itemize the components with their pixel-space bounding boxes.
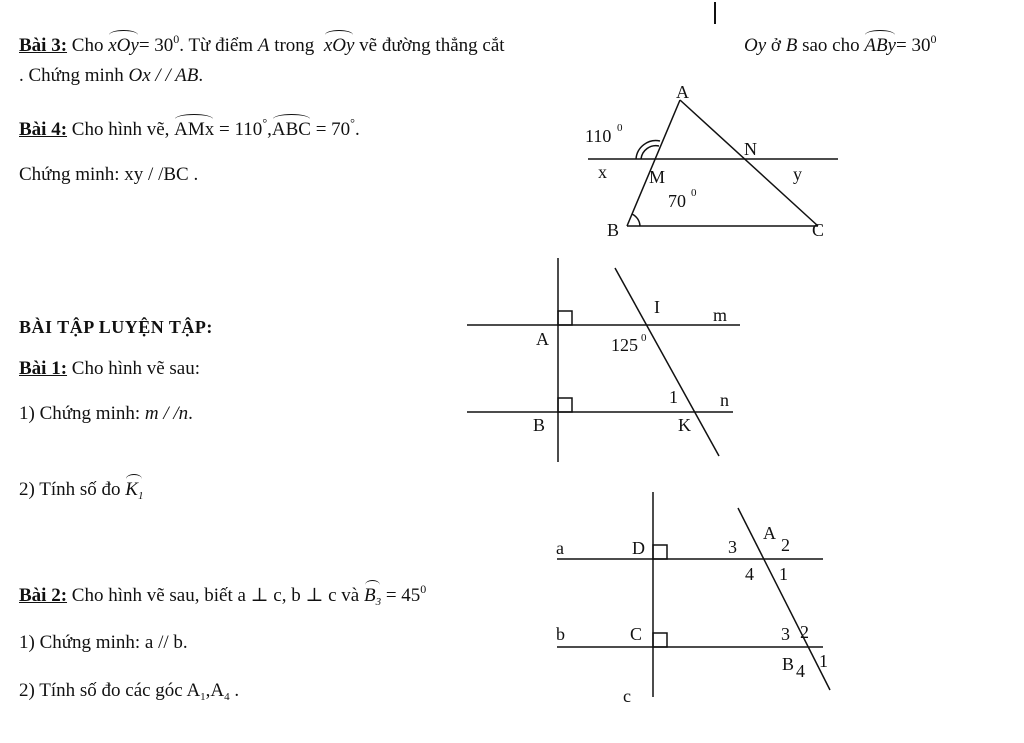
period: . (188, 403, 193, 424)
oy: Oy (744, 35, 767, 56)
fig1-label-n: n (720, 390, 729, 410)
bai4-prove: Chứng minh: xy / /BC . (19, 164, 199, 185)
bai3-text: Cho (71, 35, 104, 56)
fig1-deg: 0 (641, 332, 647, 344)
point-b: B (785, 35, 798, 56)
deg: ° (262, 116, 268, 130)
period: . (354, 119, 360, 140)
fig1-label-b: B (533, 415, 546, 435)
fig1-label-1: 1 (669, 387, 678, 407)
angle-xoy: xOy (323, 35, 355, 56)
eq: = 45 (385, 585, 421, 606)
bai3-label: Bài 3: (19, 35, 68, 56)
bai1-label: Bài 1: (19, 358, 68, 379)
period: . (229, 680, 240, 701)
b-sub: 3 (375, 596, 382, 608)
fig2-num-2: 2 (781, 535, 790, 555)
fig1-label-i: I (654, 297, 660, 317)
fig4-label-b: B (607, 220, 620, 240)
fig4-label-a: A (676, 82, 689, 102)
fig2-num-1: 1 (779, 564, 788, 584)
deg: 0 (173, 32, 180, 46)
right-angle-c (653, 633, 667, 647)
fig1-angle-125: 125 (611, 335, 638, 355)
bai3-text: . Chứng minh (19, 65, 124, 86)
fig2-num-1b: 1 (819, 651, 828, 671)
bai1-q1-text: 1) Chứng minh: (19, 403, 141, 424)
fig4-deg: 0 (617, 122, 623, 134)
fig2-num-3b: 3 (781, 624, 790, 644)
comma: , (267, 119, 272, 140)
fig1-label-a: A (536, 329, 549, 349)
deg: 0 (930, 32, 937, 46)
fig2-num-2b: 2 (800, 622, 809, 642)
eq: = 30 (138, 35, 174, 56)
bai3-text: ở (770, 35, 781, 56)
bai4-text: Cho hình vẽ, (71, 119, 170, 140)
k: K (125, 479, 138, 500)
b: B (363, 585, 376, 606)
fig4-angle-110: 110 (585, 126, 612, 146)
fig2-label-upper-a: A (763, 523, 776, 543)
bai3-text: . Từ điểm (179, 35, 254, 56)
fig1-label-m: m (713, 305, 728, 325)
bai2-label: Bài 2: (19, 585, 68, 606)
bai2-q1: 1) Chứng minh: a // b. (19, 632, 188, 653)
bai3-text: trong (274, 35, 315, 56)
fig4-label-c: C (812, 220, 825, 240)
fig2-num-4: 4 (745, 564, 754, 584)
right-angle-d (653, 545, 667, 559)
eq: = 110 (219, 119, 263, 140)
bai4-label: Bài 4: (19, 119, 68, 140)
bai3-claim: Ox / / AB (128, 65, 199, 86)
bai2-q2-text: 2) Tính số đo các góc A (19, 680, 201, 701)
sub: 4 (224, 691, 230, 703)
k-sub: 1 (137, 490, 144, 502)
angle-aby: ABy (864, 35, 896, 56)
fig2-num-3: 3 (728, 537, 737, 557)
bai2-q2-text: ,A (205, 680, 225, 701)
angle-xoy: xOy (108, 35, 139, 56)
bai1-claim: m / /n (144, 403, 189, 424)
bai3-text: sao cho (802, 35, 860, 56)
fig2-label-b: b (556, 624, 565, 644)
fig4-deg: 0 (691, 187, 697, 199)
fig4-label-x: x (598, 162, 607, 182)
bai3-text: vẽ đường thẳng cắt (359, 35, 505, 56)
bai1-text: Cho hình vẽ sau: (71, 358, 201, 379)
angle-amx: AMx (174, 119, 215, 140)
fig4-label-m: M (649, 167, 666, 187)
section-heading: BÀI TẬP LUYỆN TẬP: (19, 317, 213, 337)
fig4-label-n: N (744, 139, 757, 159)
fig2-label-a: a (556, 538, 564, 558)
deg: ° (350, 116, 355, 130)
fig2-label-upper-b: B (782, 654, 795, 674)
fig2-num-4b: 4 (796, 661, 805, 681)
sub: 1 (200, 691, 206, 703)
fig4-angle-70: 70 (668, 191, 686, 211)
fig2-label-d: D (632, 538, 645, 558)
fig4-label-y: y (793, 164, 802, 184)
bai2-text: Cho hình vẽ sau, biết a ⊥ c, b ⊥ c và (71, 585, 360, 606)
fig1-label-k: K (678, 415, 691, 435)
deg: 0 (420, 582, 427, 596)
fig2-label-c: c (623, 686, 631, 706)
bai3-text: . (198, 65, 204, 86)
eq: = 70 (315, 119, 351, 140)
angle-abc: ABC (271, 119, 311, 140)
eq: = 30 (896, 35, 931, 56)
fig2-label-c-point: C (630, 624, 643, 644)
bai1-q2-text: 2) Tính số đo (19, 479, 121, 500)
point-a: A (257, 35, 270, 56)
